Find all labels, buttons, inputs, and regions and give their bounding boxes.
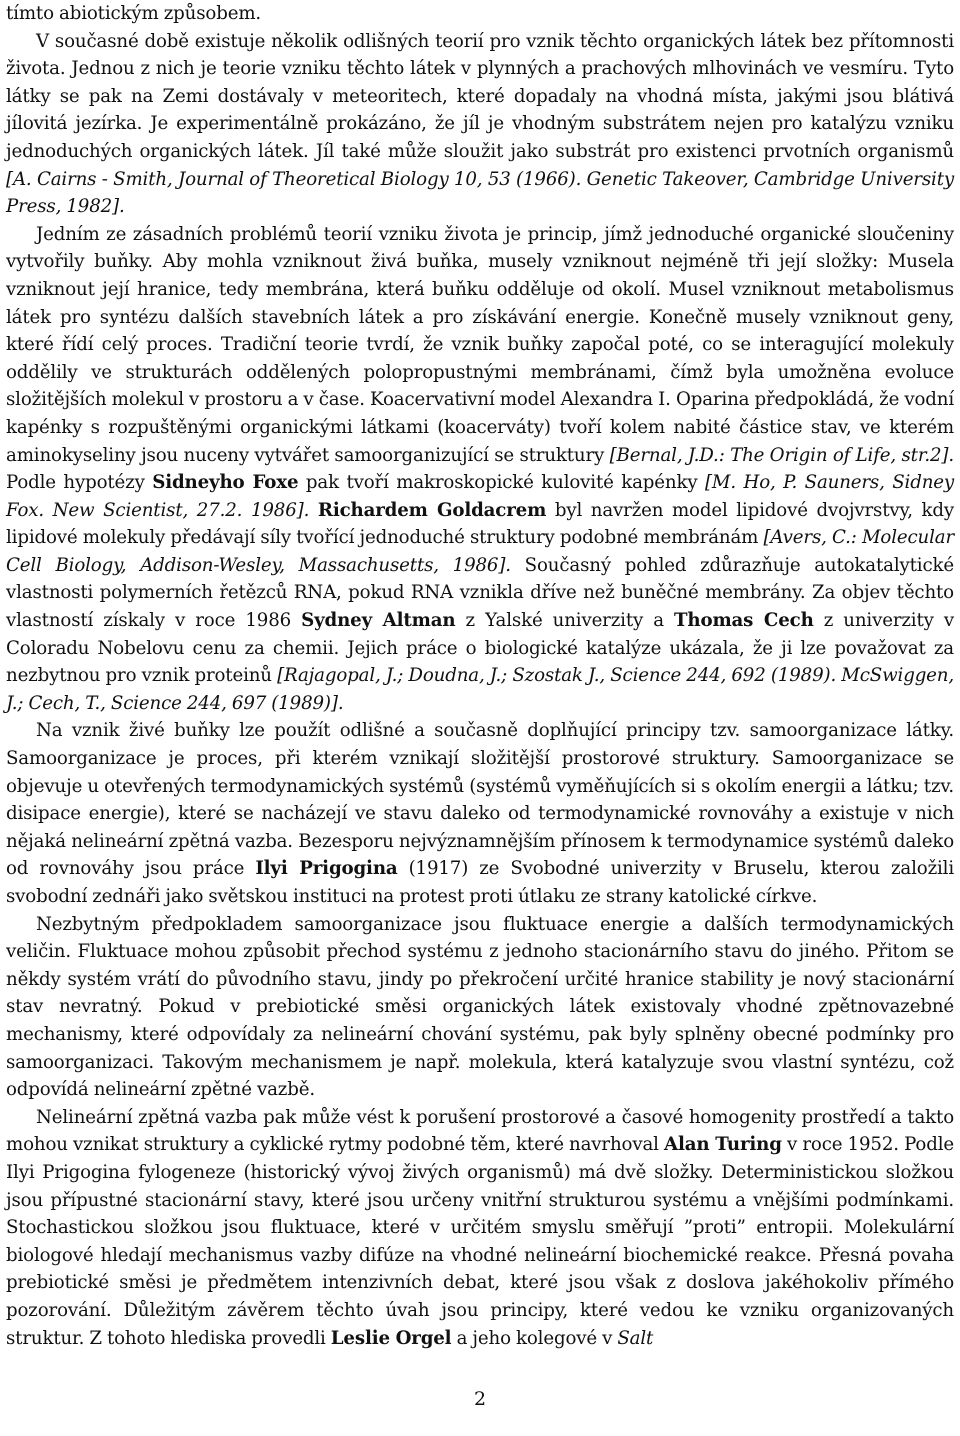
page-number: 2: [473, 1388, 487, 1410]
text-run: (1917) ze Svobodné univerzity v Bruselu, kterou založili svobodní zednáři jako světskou instituci na protest proti útlaku ze strany katolické církve.: [6, 858, 955, 907]
person-name: Leslie Orgel: [330, 1327, 452, 1349]
person-name: Thomas Cech: [674, 610, 814, 632]
text-run: [309, 500, 318, 521]
person-name: Alan Turing: [664, 1134, 782, 1156]
text-run: a jeho kolegové v: [451, 1327, 618, 1349]
paragraph-5: [6, 911, 954, 1104]
document-page: [6, 0, 954, 1352]
text-run: v roce 1952. Podle Ilyi Prigogina fylogeneze (historický vývoj živých organismů) má dvě složky. Deterministickou složkou jsou přípustné stacionární stavy, které jsou určeny vnitřní strukturou systému a vnějšími podmínkami. Stochastickou složkou jsou fluktuace, které v určitém smyslu směřují ”proti” entropii. Molekulární biologové hledají mechanismus vazby difúze na vhodné nelineární biochemické reakce. Přesná povaha prebiotické směsi je předmětem intenzivních debat, které jsou však z doslova jakéhokoliv přímého pozorování. Důležitým závěrem těchto úvah jsou principy, které vedou ke vzniku organizovaných struktur. Z tohoto hlediska provedli: [6, 1134, 954, 1349]
text-run: z univerzity v Coloradu Nobelovu cenu za chemii. Jejich práce o biologické katalýze ukázala, že ji lze považovat za nezbytnou pro vznik proteinů: [6, 610, 954, 687]
person-name: Sidneyho Foxe: [152, 472, 299, 494]
person-name: Sydney Altman: [301, 610, 456, 632]
paragraph-6: [6, 1104, 954, 1352]
paragraph-2: [6, 28, 954, 221]
citation: [A. Cairns - Smith, Journal of Theoretical Biology 10, 53 (1966). Genetic Takeover, Cambridge University Press, 1982].: [6, 168, 954, 218]
text-run: pak tvoří makroskopické kulovité kapénky: [298, 472, 705, 494]
citation: [Bernal, J.D.: The Origin of Life, str.2].: [609, 444, 954, 466]
citation: [M. Ho, P. Sauners, Sidney Fox. New Scientist, 27.2. 1986].: [6, 472, 954, 521]
text-run: byl navržen model lipidové dvojvrstvy, kdy lipidové molekuly předávají síly tvořící jednoduché struktury podobné membránám: [6, 499, 954, 549]
citation: [Avers, C.: Molecular Cell Biology, Addison-Wesley, Massachusetts, 1986].: [6, 527, 955, 576]
paragraph-3: [6, 221, 954, 718]
text-run: Nezbytným předpokladem samoorganizace jsou fluktuace energie a dalších termodynamických veličin. Fluktuace mohou způsobit přechod systému z jednoho stacionárního stavu do jiného. Přitom se někdy systém vrátí do původního stavu, jindy po překročení určité hranice stability je nový stacionární stav nevratný. Pokud v prebiotické směsi organických látek existovaly vhodné zpětnovazebné mechanismy, které odpovídaly za nelineární chování systému, pak byly splněny obecné podmínky pro samoorganizaci. Takovým mechanismem je např. molekula, která katalyzuje svou vlastní syntézu, což odpovídá nelineární zpětné vazbě.: [6, 913, 954, 1101]
paragraph-1: [6, 0, 954, 28]
person-name: Ilyi Prigogina: [255, 858, 398, 880]
text-run: Jedním ze zásadních problémů teorií vzniku života je princip, jímž jednoduché organické sloučeniny vytvořily buňky. Aby mohla vzniknout živá buňka, musely vzniknout nejméně tři její složky: Musela vzniknout její hranice, tedy membrána, která buňku odděluje od okolí. Musel vzniknout metabolismus látek pro syntézu dalších stavebních látek a pro získávání energie. Konečně musely vzniknout geny, které řídí celý proces. Tradiční teorie tvrdí, že vznik buňky započal poté, co se interagující molekuly oddělily ve strukturách oddělených polopropustnými membránami, čímž byla umožněna evoluce složitějších molekul v prostoru a v čase. Koacervativní model Alexandra I. Oparina předpokládá, že vodní kapénky s rozpuštěnými organickými látkami (koacerváty) tvoří kolem nabité částice stav, ve kterém aminokyseliny jsou nuceny vytvářet samoorganizující se struktury: [6, 223, 954, 466]
text-run: Na vznik živé buňky lze použít odlišné a současně doplňující principy tzv. samoorganizace látky. Samoorganizace je proces, při kterém vznikají složitější prostorové struktury. Samoorganizace se objevuje u otevřených termodynamických systémů (systémů vyměňujících si s okolím energii a látku; tzv. disipace energie), které se nacházejí ve stavu daleko od termodynamické rovnováhy a existuje v nich nějaká nelineární zpětná vazba. Bezesporu nejvýznamnějším přínosem k termodynamice systémů daleko od rovnováhy jsou práce: [6, 720, 954, 880]
person-name: Richardem Goldacrem: [317, 499, 547, 521]
text-run: Nelineární zpětná vazba pak může vést k porušení prostorové a časové homogenity prostředí a takto mohou vznikat struktury a cyklické rytmy podobné těm, které navrhoval: [6, 1106, 954, 1156]
citation: Salt: [617, 1327, 654, 1349]
text-run: Podle hypotézy: [6, 472, 153, 494]
text-run: z Yalské univerzity a: [455, 610, 675, 632]
citation: [Rajagopal, J.; Doudna, J.; Szostak J., Science 244, 692 (1989). McSwiggen, J.; Cech, T., Science 244, 697 (1989)].: [6, 665, 954, 714]
text-run: tímto abiotickým způsobem.: [6, 3, 262, 24]
paragraph-4: [6, 717, 954, 910]
text-run: Současný pohled zdůrazňuje autokatalytické vlastnosti polymerních řetězců RNA, pokud RNA vznikla dříve než buněčné membrány. Za objev těchto vlastností získaly v roce 1986: [6, 554, 954, 632]
text-run: V současné době existuje několik odlišných teorií pro vznik těchto organických látek bez přítomnosti života. Jednou z nich je teorie vzniku těchto látek v plynných a prachových mlhovinách ve vesmíru. Tyto látky se pak na Zemi dostávaly v meteoritech, které dopadaly na vhodná místa, jakými jsou blátivá jílovitá jezírka. Je experimentálně prokázáno, že jíl je vhodným substrátem nejen pro katalýzu vzniku jednoduchých organických látek. Jíl také může sloužit jako substrát pro existenci prvotních organismů: [6, 30, 954, 162]
